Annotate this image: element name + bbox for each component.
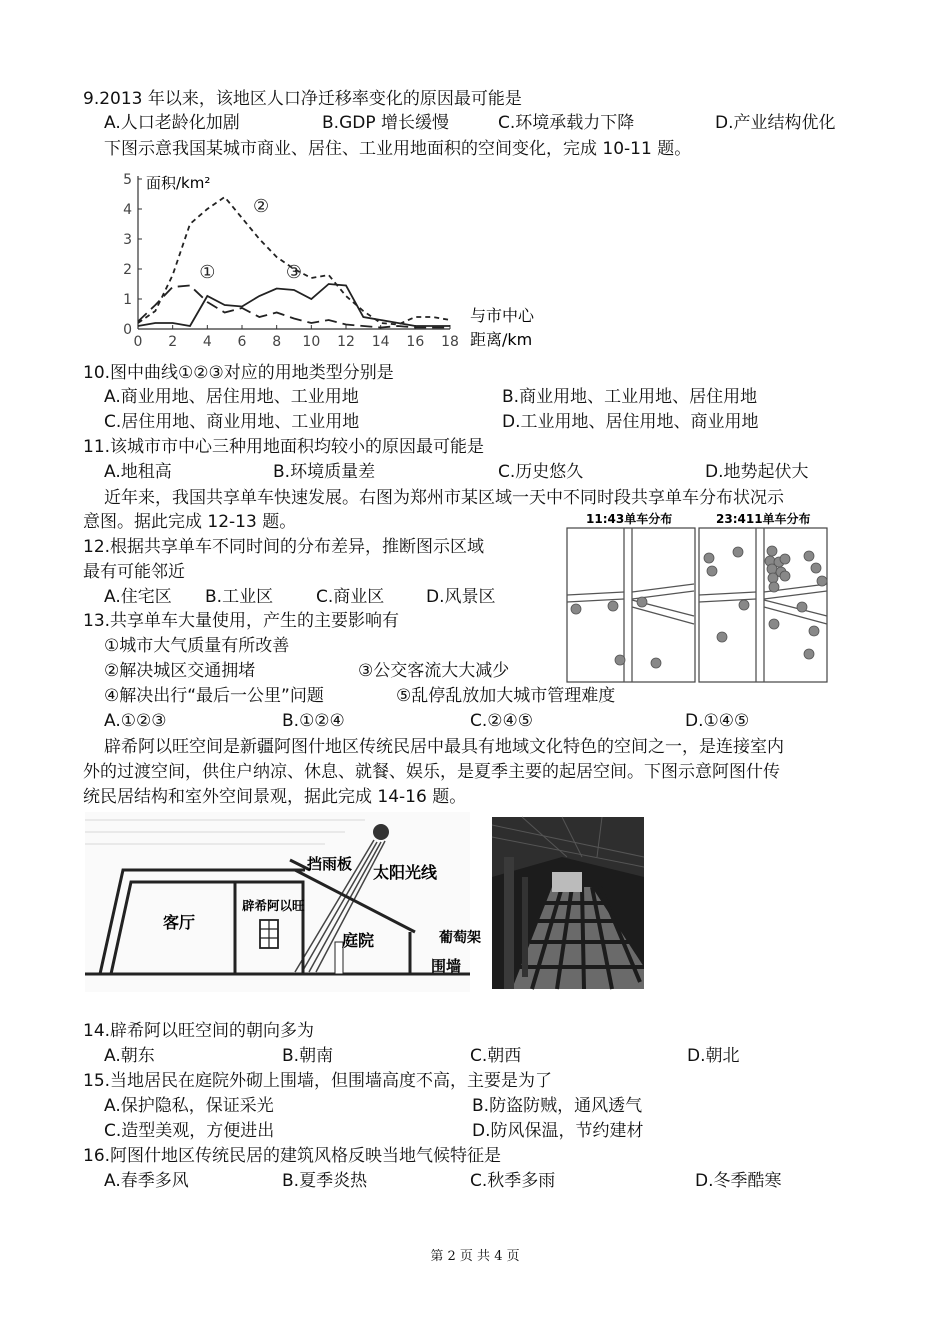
- label-living-room: 客厅: [163, 913, 196, 932]
- land-use-chart: [118, 166, 558, 356]
- q15-option-b: B.防盗防贼，通风透气: [472, 1096, 643, 1116]
- q10-option-a: A.商业用地、居住用地、工业用地: [104, 387, 359, 407]
- series-label-3: ③: [285, 262, 303, 283]
- q12-option-d: D.风景区: [426, 587, 496, 607]
- q11-option-d: D.地势起伏大: [705, 462, 809, 482]
- q14-option-d: D.朝北: [687, 1046, 740, 1066]
- series-label-1: ①: [199, 262, 216, 283]
- label-pishiawang: 辟希阿以旺: [242, 898, 305, 913]
- series-line-1: [138, 286, 450, 328]
- x-tick-label: 12: [337, 334, 355, 350]
- label-grape-trellis: 葡萄架: [439, 930, 481, 946]
- q13-option-c: C.②④⑤: [470, 711, 533, 731]
- x-tick-label: 4: [202, 334, 212, 350]
- y-tick-label: 1: [123, 292, 132, 308]
- left-map-title: 11:43单车分布: [586, 512, 673, 526]
- q16-option-b: B.夏季炎热: [282, 1171, 368, 1191]
- q13-item-5: ⑤乱停乱放加大城市管理难度: [396, 686, 616, 706]
- q16-option-d: D.冬季酷寒: [695, 1171, 782, 1191]
- series-label-2: ②: [252, 196, 270, 217]
- y-tick-label: 3: [123, 232, 132, 248]
- x-axis-label-line1: 与市中心: [470, 306, 535, 325]
- x-tick-label: 8: [272, 334, 282, 350]
- x-tick-label: 6: [237, 334, 247, 350]
- question-12-stem-line1: 12.根据共享单车不同时间的分布差异，推断图示区域: [83, 537, 485, 557]
- q12-option-a: A.住宅区: [104, 587, 172, 607]
- q10-option-d: D.工业用地、居住用地、商业用地: [502, 412, 759, 432]
- label-sunlight: 太阳光线: [373, 863, 438, 882]
- series-line-3: [138, 284, 450, 326]
- q9-option-a: A.人口老龄化加剧: [104, 113, 240, 133]
- q11-option-c: C.历史悠久: [498, 462, 584, 482]
- q12-option-c: C.商业区: [316, 587, 385, 607]
- question-13-stem: 13.共享单车大量使用，产生的主要影响有: [83, 611, 400, 631]
- q13-item-4: ④解决出行“最后一公里”问题: [104, 686, 324, 706]
- intro-12-13-line1: 近年来，我国共享单车快速发展。右图为郑州市某区域一天中不同时段共享单车分布状况示: [104, 488, 784, 508]
- y-axis-label: 面积/km²: [146, 174, 211, 192]
- q9-option-d: D.产业结构优化: [715, 113, 836, 133]
- map-panel-night: [699, 528, 827, 682]
- x-tick-label: 14: [371, 334, 390, 350]
- x-axis-label-line2: 距离/km: [470, 330, 533, 349]
- q13-option-d: D.①④⑤: [685, 711, 750, 731]
- q11-option-a: A.地租高: [104, 462, 172, 482]
- q16-option-a: A.春季多风: [104, 1171, 189, 1191]
- x-tick-label: 18: [441, 334, 459, 350]
- question-10-stem: 10.图中曲线①②③对应的用地类型分别是: [83, 363, 394, 383]
- q13-item-3: ③公交客流大大减少: [358, 661, 510, 681]
- series-line-2: [138, 197, 450, 325]
- q16-option-c: C.秋季多雨: [470, 1171, 556, 1191]
- house-structure-diagram: [85, 812, 481, 992]
- intro-14-16-line2: 外的过渡空间，供住户纳凉、休息、就餐、娱乐，是夏季主要的起居空间。下图示意阿图什传: [83, 762, 780, 782]
- x-tick-label: 10: [302, 334, 321, 350]
- q15-option-c: C.造型美观，方便进出: [104, 1121, 275, 1141]
- sun-icon: [373, 824, 389, 840]
- q10-option-c: C.居住用地、商业用地、工业用地: [104, 412, 360, 432]
- question-16-stem: 16.阿图什地区传统民居的建筑风格反映当地气候特征是: [83, 1146, 502, 1166]
- bike-distribution-map: [566, 512, 868, 684]
- right-map-title: 23:411单车分布: [716, 512, 811, 526]
- question-14-stem: 14.辟希阿以旺空间的朝向多为: [83, 1021, 315, 1041]
- q13-item-2: ②解决城区交通拥堵: [104, 661, 256, 681]
- courtyard-photo: [492, 817, 644, 989]
- question-9-stem: 9.2013 年以来，该地区人口净迁移率变化的原因最可能是: [83, 89, 522, 109]
- x-tick-label: 16: [406, 334, 425, 350]
- question-15-stem: 15.当地居民在庭院外砌上围墙，但围墙高度不高，主要是为了: [83, 1071, 553, 1091]
- q10-option-b: B.商业用地、工业用地、居住用地: [502, 387, 758, 407]
- y-tick-label: 2: [123, 262, 132, 278]
- question-12-stem-line2: 最有可能邻近: [83, 562, 185, 582]
- intro-14-16-line1: 辟希阿以旺空间是新疆阿图什地区传统民居中最具有地域文化特色的空间之一，是连接室内: [104, 737, 784, 757]
- intro-12-13-line2: 意图。据此完成 12-13 题。: [83, 512, 297, 532]
- q15-option-d: D.防风保温，节约建材: [472, 1121, 644, 1141]
- q14-option-c: C.朝西: [470, 1046, 522, 1066]
- q14-option-b: B.朝南: [282, 1046, 334, 1066]
- intro-10-11: 下图示意我国某城市商业、居住、工业用地面积的空间变化，完成 10-11 题。: [104, 139, 692, 159]
- q9-option-b: B.GDP 增长缓慢: [322, 113, 449, 133]
- page-footer: 第 2 页 共 4 页: [430, 1249, 520, 1264]
- label-wall: 围墙: [431, 957, 462, 975]
- q13-item-1: ①城市大气质量有所改善: [104, 636, 290, 656]
- map-panel-morning: [567, 528, 695, 682]
- q13-option-b: B.①②④: [282, 711, 345, 731]
- label-courtyard: 庭院: [342, 931, 375, 950]
- question-11-stem: 11.该城市市中心三种用地面积均较小的原因最可能是: [83, 437, 485, 457]
- x-tick-label: 2: [168, 334, 178, 350]
- intro-14-16-line3: 统民居结构和室外空间景观，据此完成 14-16 题。: [83, 787, 467, 807]
- y-tick-label: 0: [123, 322, 132, 338]
- q13-option-a: A.①②③: [104, 711, 167, 731]
- q14-option-a: A.朝东: [104, 1046, 155, 1066]
- x-tick-label: 0: [133, 334, 143, 350]
- q9-option-c: C.环境承载力下降: [498, 113, 635, 133]
- q15-option-a: A.保护隐私，保证采光: [104, 1096, 274, 1116]
- label-rain-shield: 挡雨板: [307, 855, 353, 873]
- q11-option-b: B.环境质量差: [273, 462, 376, 482]
- y-tick-label: 5: [123, 172, 132, 188]
- q12-option-b: B.工业区: [205, 587, 274, 607]
- y-tick-label: 4: [123, 202, 132, 218]
